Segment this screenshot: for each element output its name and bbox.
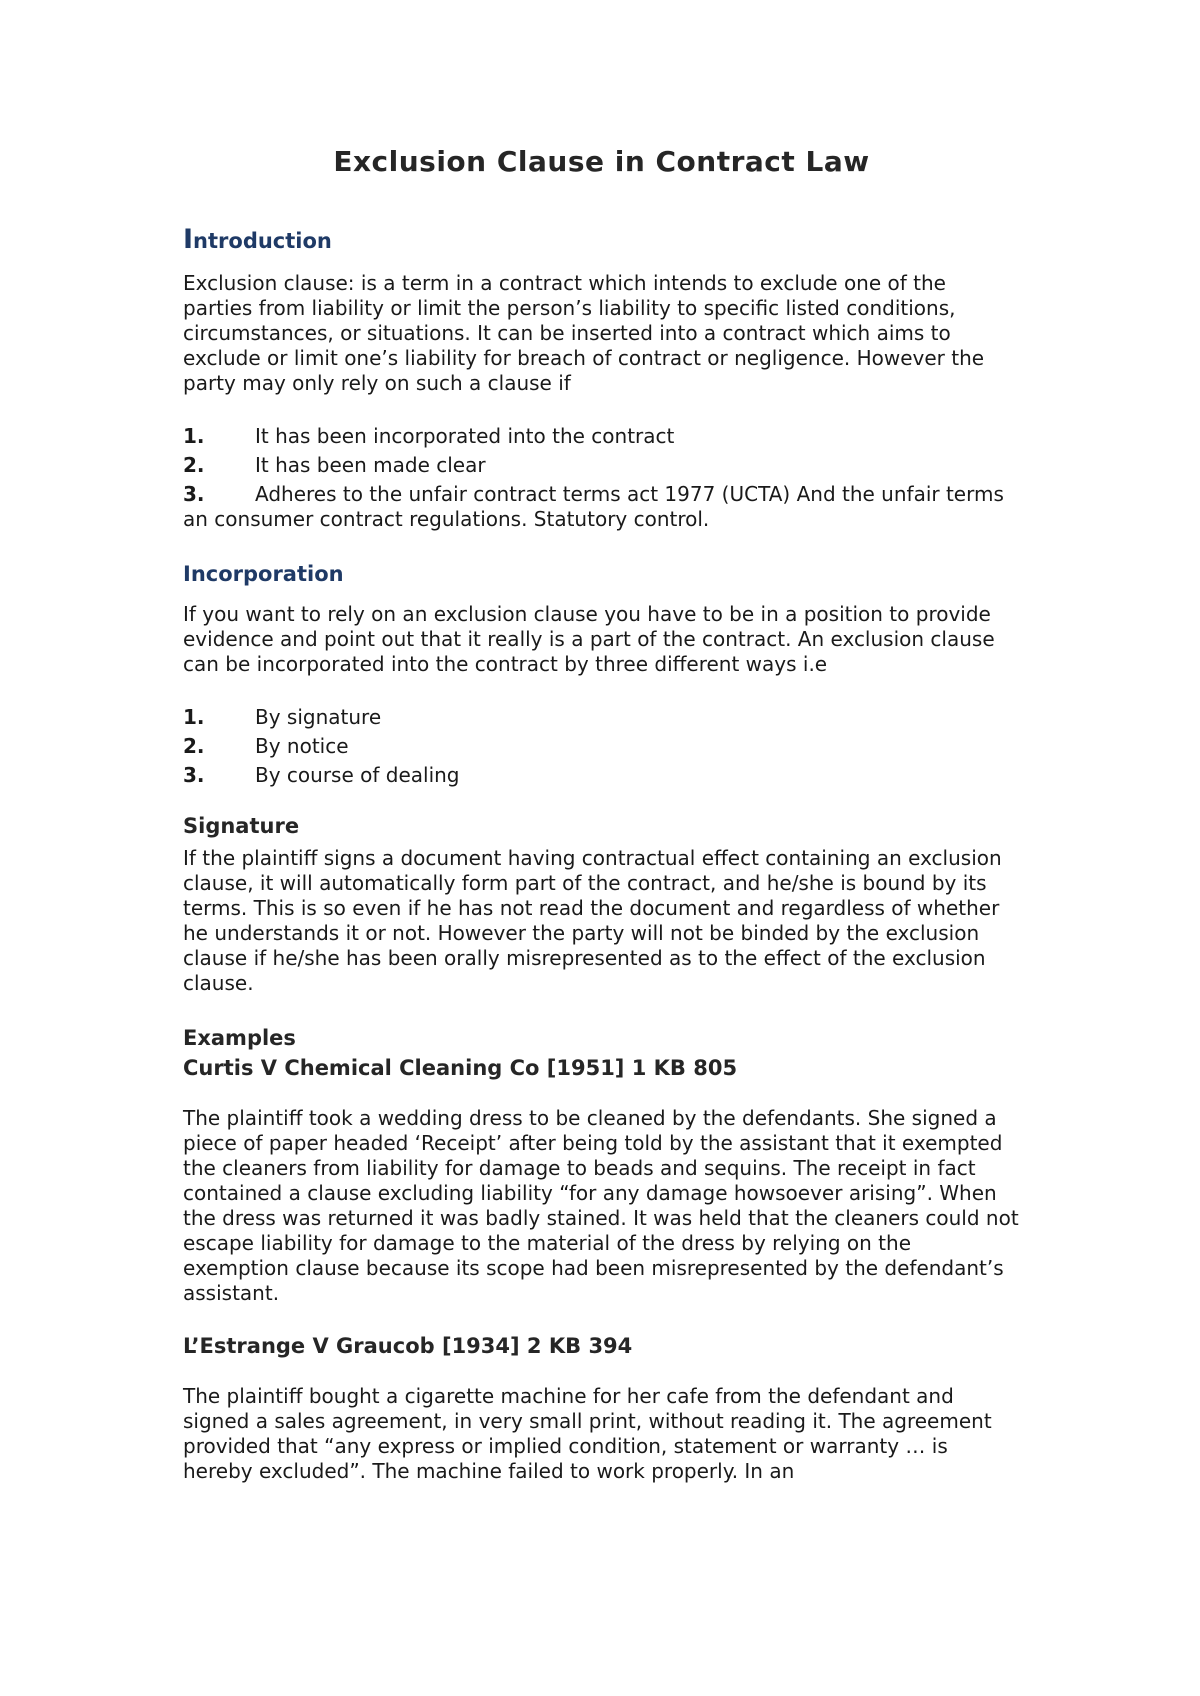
intro-list xyxy=(183,424,1020,532)
incorporation-paragraph: If you want to rely on an exclusion clause you have to be in a position to provide evidence and point out that it really is a part of the contract. An exclusion clause can be incorporated into the contract by three different ways i.e xyxy=(183,602,995,676)
list-item xyxy=(183,482,1020,532)
list-text: By course of dealing xyxy=(255,763,460,787)
list-text: It has been incorporated into the contract xyxy=(255,424,675,448)
signature-paragraph: If the plaintiff signs a document having contractual effect containing an exclusion clause, it will automatically form part of the contract, and he/she is bound by its terms. This is so even if he has not read the document and regardless of whether he understands it or not. However the party will not be binded by the exclusion clause if he/she has been orally misrepresented as to the effect of the exclusion clause. xyxy=(183,846,1002,995)
case-text-curtis: The plaintiff took a wedding dress to be cleaned by the defendants. She signed a piece of paper headed ‘Receipt’ after being told by the assistant that it exempted the cleaners from liability for damage to beads and sequins. The receipt in fact contained a clause excluding liability “for any damage howsoever arising”. When the dress was returned it was badly stained. It was held that the cleaners could not escape liability for damage to the material of the dress by relying on the exemption clause because its scope had been misrepresented by the defendant’s assistant. xyxy=(183,1106,1019,1305)
list-number: 3. xyxy=(183,763,205,787)
list-text: By signature xyxy=(255,705,382,729)
list-number: 1. xyxy=(183,424,205,448)
list-number: 2. xyxy=(183,734,205,758)
heading-incorporation: Incorporation xyxy=(183,562,344,586)
list-text: It has been made clear xyxy=(255,453,486,477)
case-text-lestrange: The plaintiff bought a cigarette machine for her cafe from the defendant and signed a sales agreement, in very small print, without reading it. The agreement provided that “any express or implied condition, statement or warranty … is hereby excluded”. The machine failed to work properly. In an xyxy=(183,1384,992,1483)
case-title-lestrange: L’Estrange V Graucob [1934] 2 KB 394 xyxy=(183,1334,633,1358)
list-text: By notice xyxy=(255,734,349,758)
case-title-curtis: Curtis V Chemical Cleaning Co [1951] 1 KB 805 xyxy=(183,1056,738,1080)
heading-introduction-rest: ntroduction xyxy=(193,229,332,253)
list-item xyxy=(183,763,1020,788)
intro-paragraph: Exclusion clause: is a term in a contract which intends to exclude one of the parties from liability or limit the person’s liability to specific listed conditions, circumstances, or situations. It can be inserted into a contract which aims to exclude or limit one’s liability for breach of contract or negligence. However the party may only rely on such a clause if xyxy=(183,271,985,395)
list-number: 3. xyxy=(183,482,205,506)
list-text: Adheres to the unfair contract terms act 1977 (UCTA) And the unfair terms an consumer contract regulations. Statutory control. xyxy=(183,482,1004,531)
list-item xyxy=(183,705,1020,730)
list-item xyxy=(183,424,1020,449)
list-number: 1. xyxy=(183,705,205,729)
list-item xyxy=(183,734,1020,759)
document-title: Exclusion Clause in Contract Law xyxy=(333,145,870,178)
incorporation-list xyxy=(183,705,1020,788)
list-number: 2. xyxy=(183,453,205,477)
list-item xyxy=(183,453,1020,478)
heading-signature: Signature xyxy=(183,814,300,838)
heading-examples: Examples xyxy=(183,1026,296,1050)
heading-introduction-initial: I xyxy=(183,224,194,255)
heading-introduction xyxy=(183,224,1020,255)
